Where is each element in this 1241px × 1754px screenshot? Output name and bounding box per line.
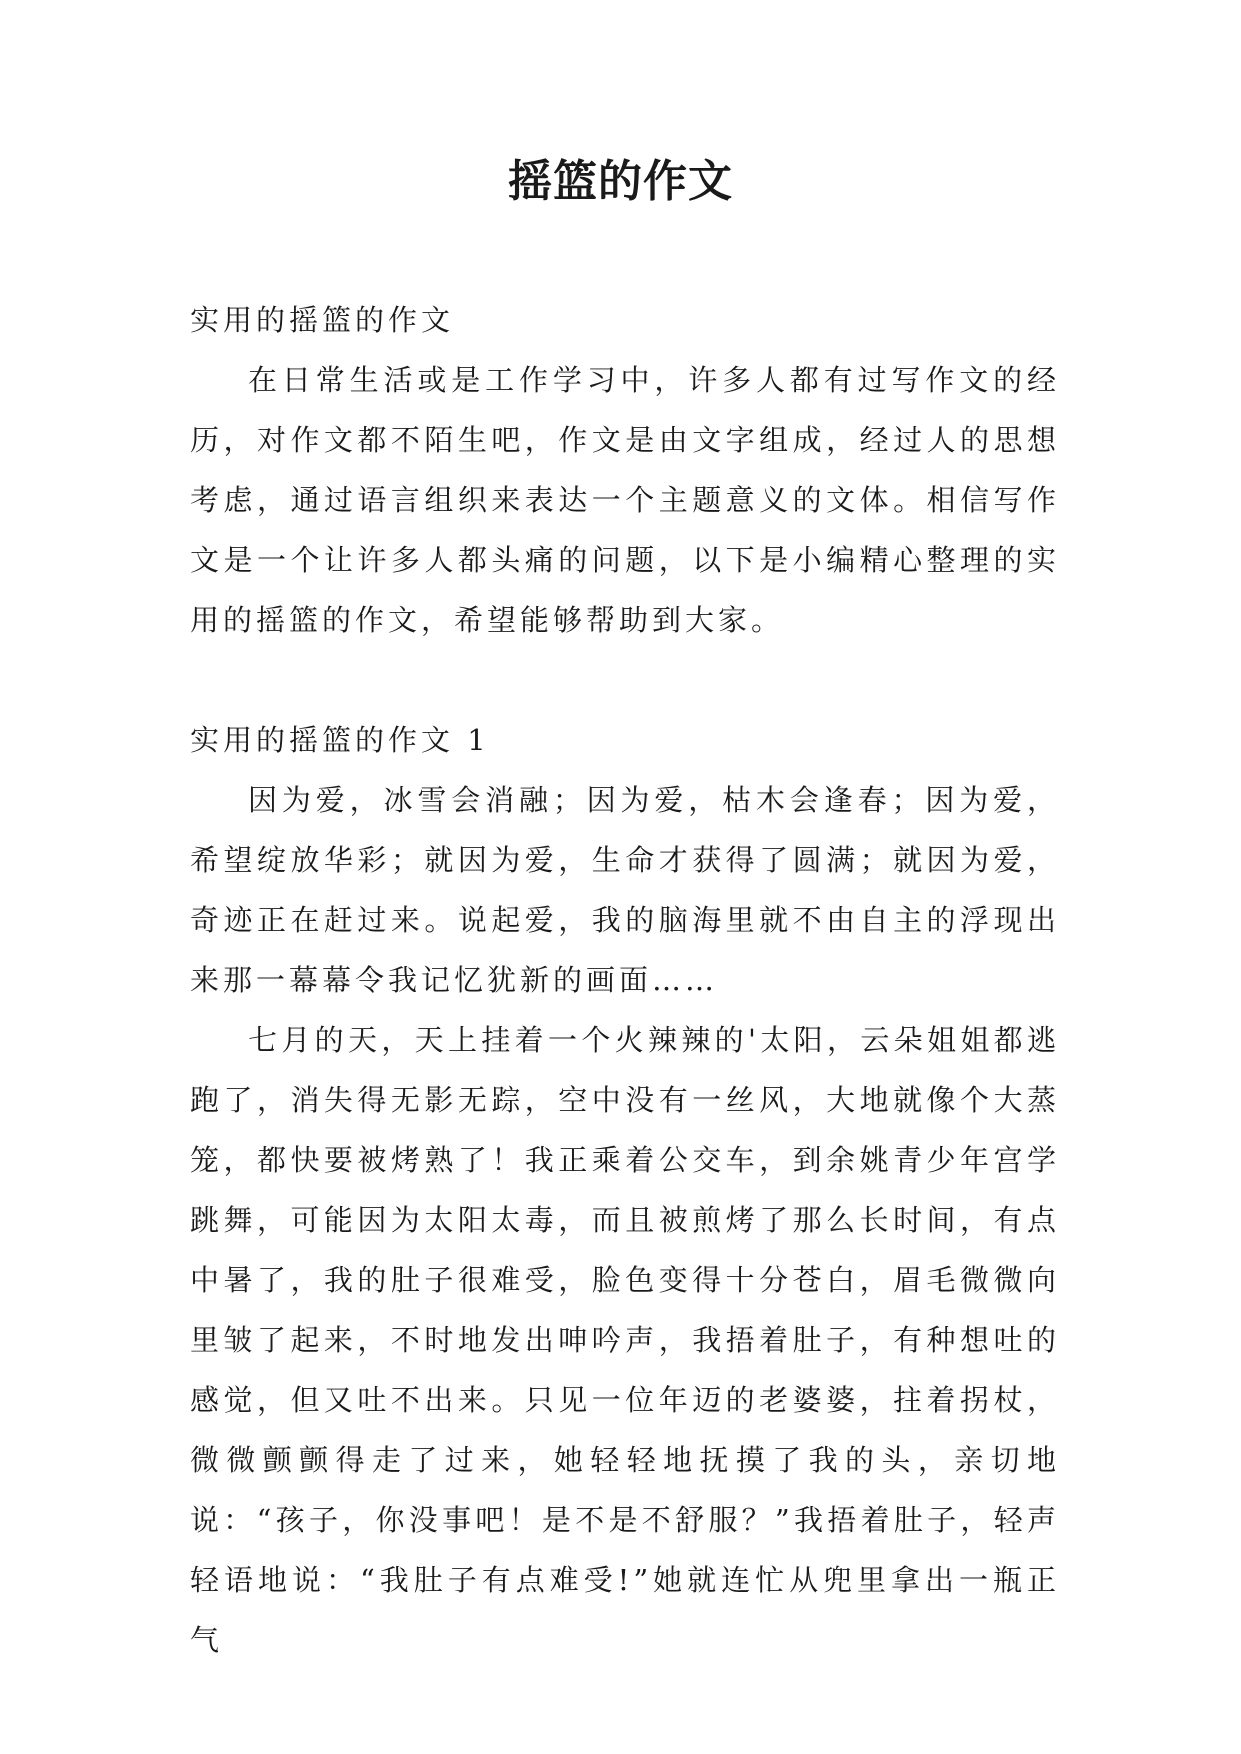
document-body bbox=[190, 290, 1060, 1670]
paragraph-gap bbox=[190, 650, 1060, 710]
section-heading: 实用的摇篮的作文 bbox=[190, 303, 455, 337]
essay-1-paragraph-1: 因为爱，冰雪会消融；因为爱，枯木会逢春；因为爱，希望绽放华彩；就因为爱，生命才获得了圆满；就因为爱，奇迹正在赶过来。说起爱，我的脑海里就不由自主的浮现出来那一幕幕令我记忆犹新的画面…… bbox=[190, 783, 1060, 997]
intro-paragraph: 在日常生活或是工作学习中，许多人都有过写作文的经历，对作文都不陌生吧，作文是由文字组成，经过人的思想考虑，通过语言组织来表达一个主题意义的文体。相信写作文是一个让许多人都头痛的问题，以下是小编精心整理的实用的摇篮的作文，希望能够帮助到大家。 bbox=[190, 363, 1060, 637]
essay-1-paragraph-2: 七月的天，天上挂着一个火辣辣的'太阳，云朵姐姐都逃跑了，消失得无影无踪，空中没有一丝风，大地就像个大蒸笼，都快要被烤熟了！我正乘着公交车，到余姚青少年宫学跳舞，可能因为太阳太毒，而且被煎烤了那么长时间，有点中暑了，我的肚子很难受，脸色变得十分苍白，眉毛微微向里皱了起来，不时地发出呻吟声，我捂着肚子，有种想吐的感觉，但又吐不出来。只见一位年迈的老婆婆，拄着拐杖，微微颤颤得走了过来，她轻轻地抚摸了我的头，亲切地说：“孩子，你没事吧！是不是不舒服？”我捂着肚子，轻声轻语地说：“我肚子有点难受!”她就连忙从兜里拿出一瓶正气 bbox=[190, 1023, 1060, 1657]
essay-1-heading: 实用的摇篮的作文 1 bbox=[190, 723, 490, 757]
document-title: 摇篮的作文 bbox=[508, 156, 733, 207]
